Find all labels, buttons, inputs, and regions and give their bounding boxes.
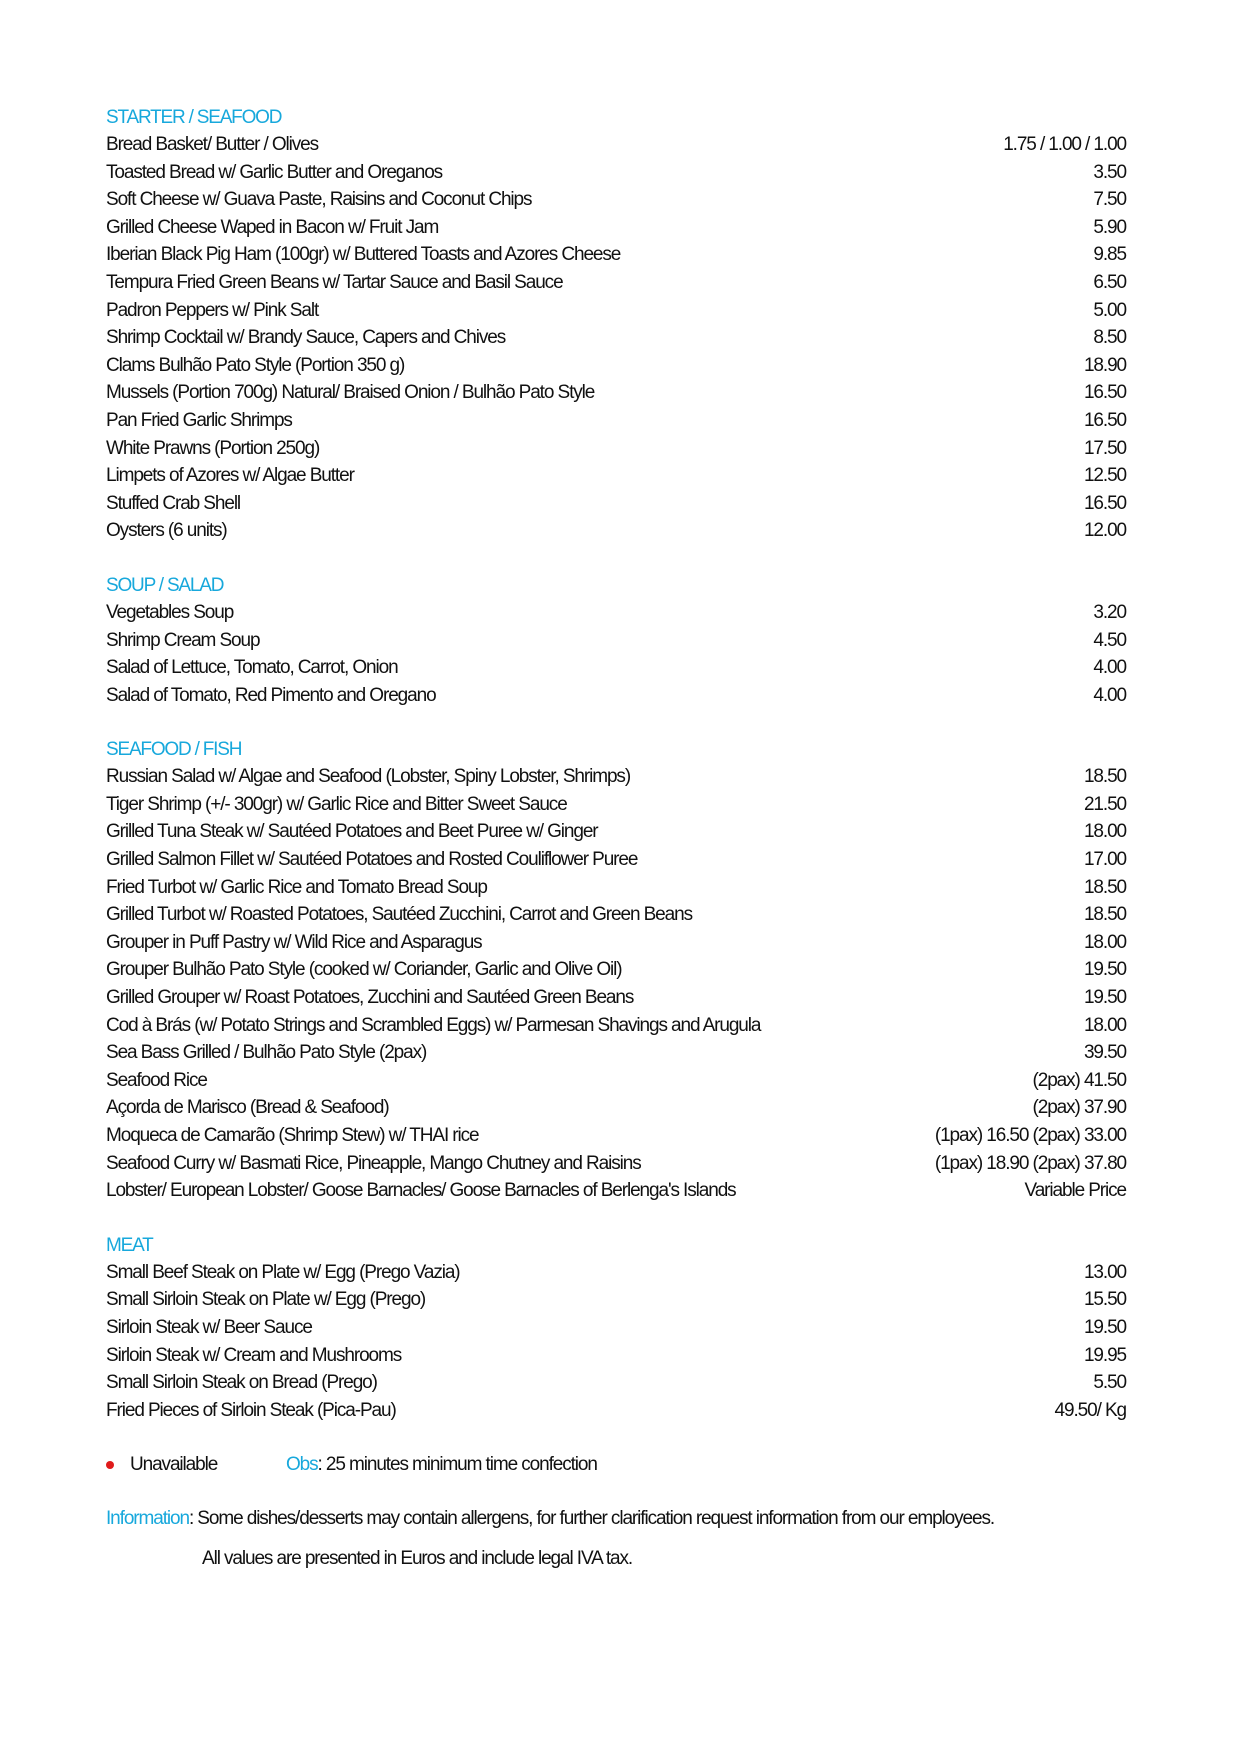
menu-item-name: Grouper in Puff Pastry w/ Wild Rice and Asparagus (106, 931, 482, 953)
menu-item-price: 18.00 (1083, 821, 1126, 843)
menu-item (106, 407, 1126, 435)
menu-item-price: (2pax) 41.50 (1032, 1069, 1126, 1091)
menu-item-price: 39.50 (1083, 1042, 1126, 1064)
menu-item (106, 956, 1126, 984)
menu-item (106, 1039, 1126, 1067)
legend (106, 1451, 1126, 1479)
menu-section (106, 104, 1126, 545)
menu-item (106, 763, 1126, 791)
menu-item-name: Sirloin Steak w/ Cream and Mushrooms (106, 1344, 402, 1366)
menu-item-name: Limpets of Azores w/ Algae Butter (106, 465, 354, 487)
section-title: SOUP / SALAD (106, 574, 224, 596)
menu-item-name: Sirloin Steak w/ Beer Sauce (106, 1316, 312, 1338)
menu-item-price: 5.00 (1093, 299, 1126, 321)
menu-item-price: 4.00 (1093, 684, 1126, 706)
menu-item-name: Bread Basket/ Butter / Olives (106, 134, 319, 155)
menu-item (106, 241, 1126, 269)
menu-item-price: 4.00 (1093, 657, 1126, 679)
menu-item (106, 131, 1126, 159)
menu-item (106, 818, 1126, 846)
menu-item (106, 929, 1126, 957)
menu-item (106, 159, 1126, 187)
menu-item (106, 1122, 1126, 1150)
menu-item-price: 13.00 (1083, 1261, 1126, 1283)
menu-item-price: 12.00 (1083, 520, 1126, 542)
menu-item (106, 1067, 1126, 1095)
menu-item-name: White Prawns (Portion 250g) (106, 437, 320, 459)
menu-item-name: Shrimp Cocktail w/ Brandy Sauce, Capers and Chives (106, 327, 506, 349)
menu-item (106, 682, 1126, 710)
menu-item (106, 435, 1126, 463)
menu-item (106, 599, 1126, 627)
menu-item-name: Toasted Bread w/ Garlic Butter and Oreganos (106, 161, 443, 183)
information-note (106, 1505, 1126, 1533)
menu-item (106, 517, 1126, 545)
menu-item-price: 18.00 (1083, 1014, 1126, 1036)
menu-item (106, 297, 1126, 325)
menu-item-price: 18.50 (1083, 876, 1126, 898)
menu-item (106, 1369, 1126, 1397)
menu-item-price: 5.50 (1093, 1372, 1126, 1394)
menu-item-price: (2pax) 37.90 (1032, 1097, 1126, 1119)
menu-item-price: 17.00 (1083, 849, 1126, 871)
menu-item-name: Stuffed Crab Shell (106, 492, 241, 514)
menu-item-name: Grilled Tuna Steak w/ Sautéed Potatoes and Beet Puree w/ Ginger (106, 821, 598, 843)
menu-item (106, 1094, 1126, 1122)
menu-item-name: Sea Bass Grilled / Bulhão Pato Style (2pax) (106, 1042, 427, 1064)
menu-item-price: 16.50 (1083, 492, 1126, 514)
menu-item (106, 1150, 1126, 1178)
menu-item (106, 462, 1126, 490)
menu-item (106, 1259, 1126, 1287)
menu-item (106, 1397, 1126, 1425)
menu-item-name: Fried Turbot w/ Garlic Rice and Tomato Bread Soup (106, 876, 487, 898)
menu-item-name: Soft Cheese w/ Guava Paste, Raisins and Coconut Chips (106, 189, 532, 211)
menu-item (106, 1314, 1126, 1342)
menu-item-price: 19.50 (1083, 959, 1126, 981)
menu-item-price: 18.50 (1083, 904, 1126, 926)
menu-item-name: Salad of Lettuce, Tomato, Carrot, Onion (106, 657, 398, 679)
menu-item-name: Grilled Grouper w/ Roast Potatoes, Zucchini and Sautéed Green Beans (106, 987, 634, 1009)
unavailable-dot-icon (106, 1461, 114, 1469)
menu-item (106, 901, 1126, 929)
section-title: SEAFOOD / FISH (106, 739, 242, 761)
menu-item-price: 16.50 (1083, 382, 1126, 404)
menu-item (106, 324, 1126, 352)
menu-item (106, 874, 1126, 902)
menu-section (106, 1232, 1126, 1425)
section-title: STARTER / SEAFOOD (106, 107, 282, 128)
menu-item-name: Tiger Shrimp (+/- 300gr) w/ Garlic Rice and Bitter Sweet Sauce (106, 793, 567, 815)
menu-item-price: 19.50 (1083, 1316, 1126, 1338)
menu-item-name: Salad of Tomato, Red Pimento and Oregano (106, 684, 436, 706)
menu-item-price: 49.50/ Kg (1054, 1399, 1126, 1421)
menu-item-name: Tempura Fried Green Beans w/ Tartar Sauce and Basil Sauce (106, 271, 563, 293)
menu-item-name: Grilled Salmon Fillet w/ Sautéed Potatoes and Rosted Couliflower Puree (106, 849, 638, 871)
menu-item-price: (1pax) 18.90 (2pax) 37.80 (934, 1152, 1126, 1174)
menu-item-price: 19.95 (1083, 1344, 1126, 1366)
menu-item-name: Grilled Turbot w/ Roasted Potatoes, Sautéed Zucchini, Carrot and Green Beans (106, 904, 692, 926)
menu-item-name: Vegetables Soup (106, 601, 234, 623)
menu-item-name: Lobster/ European Lobster/ Goose Barnacles/ Goose Barnacles of Berlenga's Islands (106, 1180, 736, 1202)
obs-label: Obs (286, 1454, 318, 1476)
menu-section (106, 572, 1126, 709)
menu-item (106, 1342, 1126, 1370)
menu-item-name: Small Beef Steak on Plate w/ Egg (Prego Vazia) (106, 1261, 460, 1283)
menu-item (106, 269, 1126, 297)
menu-item-price: 7.50 (1093, 189, 1126, 211)
menu-item-price: 18.90 (1083, 354, 1126, 376)
menu-item (106, 1012, 1126, 1040)
menu-item-price: 16.50 (1083, 409, 1126, 431)
menu-item-price: 9.85 (1093, 244, 1126, 266)
menu-item-name: Small Sirloin Steak on Bread (Prego) (106, 1372, 377, 1394)
menu-item-price: 18.00 (1083, 931, 1126, 953)
information-text: : Some dishes/desserts may contain allergens, for further clarification request information from our employees. (188, 1508, 995, 1530)
menu-item (106, 379, 1126, 407)
menu-item-name: Grouper Bulhão Pato Style (cooked w/ Coriander, Garlic and Olive Oil) (106, 959, 622, 981)
menu-item-price: 5.90 (1093, 216, 1126, 238)
menu-item (106, 1286, 1126, 1314)
menu-item (106, 352, 1126, 380)
menu-item-price: 12.50 (1083, 465, 1126, 487)
menu-item-name: Fried Pieces of Sirloin Steak (Pica-Pau) (106, 1399, 396, 1421)
menu-item-name: Small Sirloin Steak on Plate w/ Egg (Prego) (106, 1289, 426, 1311)
menu-item-name: Mussels (Portion 700g) Natural/ Braised Onion / Bulhão Pato Style (106, 382, 595, 404)
menu-item (106, 791, 1126, 819)
menu-item (106, 984, 1126, 1012)
menu-item-price: 21.50 (1083, 793, 1126, 815)
menu-item-name: Oysters (6 units) (106, 520, 227, 542)
menu-item-price: 3.50 (1093, 161, 1126, 183)
menu-item-price: 15.50 (1083, 1289, 1126, 1311)
menu-item-price: 19.50 (1083, 987, 1126, 1009)
menu-item-name: Seafood Rice (106, 1069, 207, 1091)
menu-item-price: Variable Price (1024, 1180, 1126, 1202)
menu-item-name: Padron Peppers w/ Pink Salt (106, 299, 319, 321)
menu-item-price: 3.20 (1093, 601, 1126, 623)
menu-item (106, 1177, 1126, 1205)
menu-item-name: Seafood Curry w/ Basmati Rice, Pineapple, Mango Chutney and Raisins (106, 1152, 641, 1174)
unavailable-label: Unavailable (130, 1454, 218, 1476)
menu-item-name: Pan Fried Garlic Shrimps (106, 409, 292, 431)
tax-note: All values are presented in Euros and include legal IVA tax. (202, 1548, 633, 1570)
menu-item-price: 18.50 (1083, 766, 1126, 788)
menu-item-price: 17.50 (1083, 437, 1126, 459)
menu-item (106, 846, 1126, 874)
menu-item (106, 490, 1126, 518)
menu-item-name: Clams Bulhão Pato Style (Portion 350 g) (106, 354, 405, 376)
menu-item (106, 627, 1126, 655)
menu-item-name: Iberian Black Pig Ham (100gr) w/ Buttered Toasts and Azores Cheese (106, 244, 621, 266)
obs-text: : 25 minutes minimum time confection (317, 1454, 597, 1476)
menu-item-price: 6.50 (1093, 271, 1126, 293)
menu-item-price: (1pax) 16.50 (2pax) 33.00 (934, 1125, 1126, 1146)
menu-item-name: Russian Salad w/ Algae and Seafood (Lobster, Spiny Lobster, Shrimps) (106, 766, 631, 788)
menu-item-price: 4.50 (1093, 629, 1126, 651)
section-title: MEAT (106, 1234, 153, 1256)
menu-item-price: 1.75 / 1.00 / 1.00 (1003, 134, 1126, 155)
menu-sections (106, 104, 1126, 1424)
menu-item (106, 214, 1126, 242)
menu-page (106, 104, 1126, 1573)
information-label: Information (106, 1508, 189, 1530)
menu-item (106, 186, 1126, 214)
menu-item-price: 8.50 (1093, 327, 1126, 349)
menu-item-name: Açorda de Marisco (Bread & Seafood) (106, 1097, 389, 1119)
menu-item-name: Cod à Brás (w/ Potato Strings and Scrambled Eggs) w/ Parmesan Shavings and Arugula (106, 1014, 761, 1036)
menu-item-name: Shrimp Cream Soup (106, 629, 260, 651)
menu-item (106, 654, 1126, 682)
menu-item-name: Moqueca de Camarão (Shrimp Stew) w/ THAI rice (106, 1125, 479, 1146)
menu-item-name: Grilled Cheese Waped in Bacon w/ Fruit Jam (106, 216, 439, 238)
menu-section (106, 736, 1126, 1205)
